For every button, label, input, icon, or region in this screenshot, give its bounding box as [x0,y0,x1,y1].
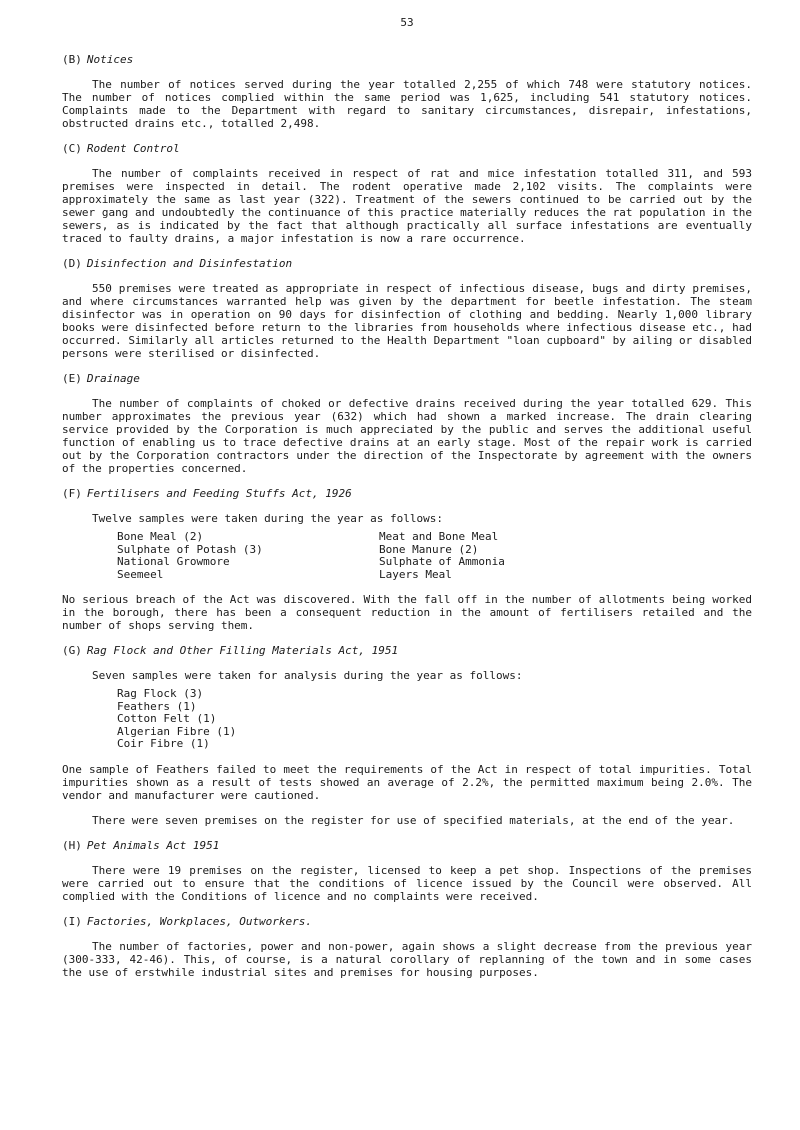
section-heading [62,915,752,928]
rag-flock-samples-list [117,688,752,751]
paragraph: The number of complaints of choked or defective drains received during the year totalled 629. This number approximates the previous year (632) which had shown a marked increase. The drain clearing service provided by the Corporation is much appreciated by the public and serves the additional useful function of enabling us to trace defective drains at an early stage. Most of the repair work is carried out by the Corporation contractors under the direction of the Inspectorate by agreement with the owners of the properties concerned. [62,397,752,475]
section-heading [62,487,752,500]
section-heading [62,142,752,155]
paragraph: The number of notices served during the year totalled 2,255 of which 748 were statutory notices. The number of notices complied within the same period was 1,625, including 541 statutory notices. Complaints made to the Department with regard to sanitary circumstances, disrepair, infestations, obstructed drains etc., totalled 2,498. [62,78,752,130]
section-heading [62,372,752,385]
document-page [62,16,752,991]
list-item: Sulphate of Potash (3) [117,542,263,556]
section-heading [62,257,752,270]
paragraph: The number of complaints received in respect of rat and mice infestation totalled 311, and 593 premises were inspected in detail. The rodent operative made 2,102 visits. The complaints were approximately the same as last year (322). Treatment of the sewers continued to be carried out by the sewer gang and undoubtedly the continuance of this practice materially reduces the rat population in the sewers, as is indicated by the fact that although practically all surface infestations are eventually traced to faulty drains, a major infestation is now a rare occurrence. [62,167,752,245]
section-disinfection [62,257,752,360]
section-drainage [62,372,752,475]
section-label: (I) [62,914,82,928]
section-title: Drainage [86,372,140,385]
section-title: Rodent Control [86,142,180,155]
section-rodent-control [62,142,752,245]
section-label: (E) [62,372,82,385]
paragraph: Twelve samples were taken during the year as follows: [92,512,443,525]
list-item: Meat and Bone Meal [379,530,499,543]
paragraph: No serious breach of the Act was discovered. With the fall off in the number of allotments being worked in the borough, there has been a consequent reduction in the amount of fertilisers retailed and the number of shops serving them. [62,593,752,632]
list-item: Layers Meal [379,567,452,581]
section-label: (C) [62,142,82,155]
paragraph: The number of factories, power and non-power, again shows a slight decrease from the previous year (300-333, 42-46). This, of course, is a natural corollary of replanning of the town and in some cases the use of erstwhile industrial sites and premises for housing purposes. [62,939,752,979]
page-number: 53 [400,16,414,29]
paragraph: There were 19 premises on the register, licensed to keep a pet shop. Inspections of the premises were carried out to ensure that the conditions of licence issued by the Council were observed. All complied with the Conditions of licence and no complaints were received. [62,863,752,903]
paragraph: Seven samples were taken for analysis during the year as follows: [92,669,523,682]
list-item: Cotton Felt (1) [117,712,217,725]
section-notices [62,53,752,130]
list-item: Algerian Fibre (1) [117,724,237,738]
section-label: (G) [62,644,82,657]
section-label: (H) [62,838,82,852]
list-item: Bone Manure (2) [379,542,479,556]
paragraph: One sample of Feathers failed to meet the requirements of the Act in respect of total impurities. Total impurities shown as a result of tests showed an average of 2.2%, the permitted maximum being 2.0%. The vendor and manufacturer were cautioned. [62,762,752,802]
paragraph: 550 premises were treated as appropriate in respect of infectious disease, bugs and dirty premises, and where circumstances warranted help was given by the department for beetle infestation. The steam disinfector was in operation on 90 days for disinfection of clothing and bedding. Nearly 1,000 library books were disinfected before return to the libraries from households where infectious disease etc., had occurred. Similarly all articles returned to the Health Department "loan cupboard" by ailing or disabled persons were sterilised or disinfected. [62,282,752,360]
list-item: Bone Meal (2) [117,530,204,543]
section-heading [62,53,752,66]
samples-left-column [117,531,379,581]
section-factories [62,915,752,979]
section-heading [62,644,752,657]
section-pet-animals [62,839,752,903]
samples-right-column [379,531,679,581]
section-title: Fertilisers and Feeding Stuffs Act, 1926 [86,487,352,500]
section-fertilisers [62,487,752,632]
paragraph: There were seven premises on the register for use of specified materials, at the end of the year. [92,813,735,827]
section-title: Factories, Workplaces, Outworkers. [86,914,313,928]
section-title: Notices [86,53,134,66]
list-item: Seemeel [117,567,164,581]
list-item: Feathers (1) [117,699,197,713]
section-label: (B) [62,53,82,66]
section-label: (D) [62,257,82,270]
list-item: Sulphate of Ammonia [379,555,505,568]
section-title: Rag Flock and Other Filling Materials Act, 1951 [86,644,399,657]
section-rag-flock [62,644,752,827]
section-label: (F) [62,487,82,500]
list-item: National Growmore [117,555,230,568]
section-title: Pet Animals Act 1951 [86,838,220,852]
fertiliser-samples-list [117,531,752,581]
list-item: Rag Flock (3) [117,687,204,700]
section-title: Disinfection and Disinfestation [86,257,293,270]
section-heading [62,839,752,852]
list-item: Coir Fibre (1) [117,737,210,750]
